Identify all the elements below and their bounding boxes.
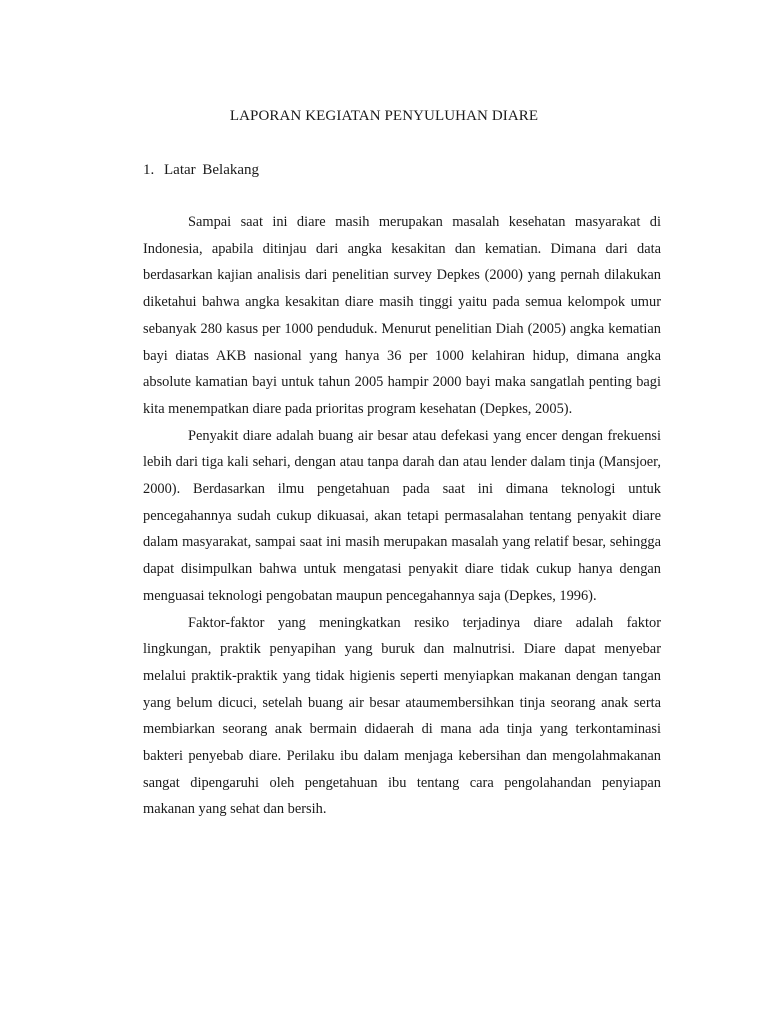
paragraph: Faktor-faktor yang meningkatkan resiko terjadinya diare adalah faktor lingkungan, praktik penyapihan yang buruk dan malnutrisi. Diare dapat menyebar melalui praktik-praktik yang tidak higienis seperti menyiapkan makanan dengan tangan yang belum dicuci, setelah buang air besar ataumembersihkan tinja seorang anak serta membiarkan seorang anak bermain didaerah di mana ada tinja yang terkontaminasi bakteri penyebab diare. Perilaku ibu dalam menjaga kebersihan dan mengolahmakanan sangat dipengaruhi oleh pengetahuan ibu tentang cara pengolahandan penyiapan makanan yang sehat dan bersih. (143, 614, 661, 818)
section-number: 1. (143, 162, 155, 178)
section-title: Latar Belakang (164, 162, 260, 178)
document-title: LAPORAN KEGIATAN PENYULUHAN DIARE (229, 108, 539, 124)
document-body (143, 209, 661, 823)
section-heading (143, 162, 259, 179)
paragraph: Penyakit diare adalah buang air besar atau defekasi yang encer dengan frekuensi lebih dari tiga kali sehari, dengan atau tanpa darah dan atau lender dalam tinja (Mansjoer, 2000). Berdasarkan ilmu pengetahuan pada saat ini dimana teknologi untuk pencegahannya sudah cukup dikuasai, akan tetapi permasalahan tentang penyakit diare dalam masyarakat, sampai saat ini masih merupakan masalah yang relatif besar, sehingga dapat disimpulkan bahwa untuk mengatasi penyakit diare tidak cukup hanya dengan menguasai teknologi pengobatan maupun pencegahannya saja (Depkes, 1996). (143, 427, 661, 604)
paragraph: Sampai saat ini diare masih merupakan masalah kesehatan masyarakat di Indonesia, apabila ditinjau dari angka kesakitan dan kematian. Dimana dari data berdasarkan kajian analisis dari penelitian survey Depkes (2000) yang pernah dilakukan diketahui bahwa angka kesakitan diare masih tinggi yaitu pada semua kelompok umur sebanyak 280 kasus per 1000 penduduk. Menurut penelitian Diah (2005) angka kematian bayi diatas AKB nasional yang hanya 36 per 1000 kelahiran hidup, dimana angka absolute kamatian bayi untuk tahun 2005 hampir 2000 bayi maka sangatlah penting bagi kita menempatkan diare pada prioritas program kesehatan (Depkes, 2005). (143, 214, 661, 417)
